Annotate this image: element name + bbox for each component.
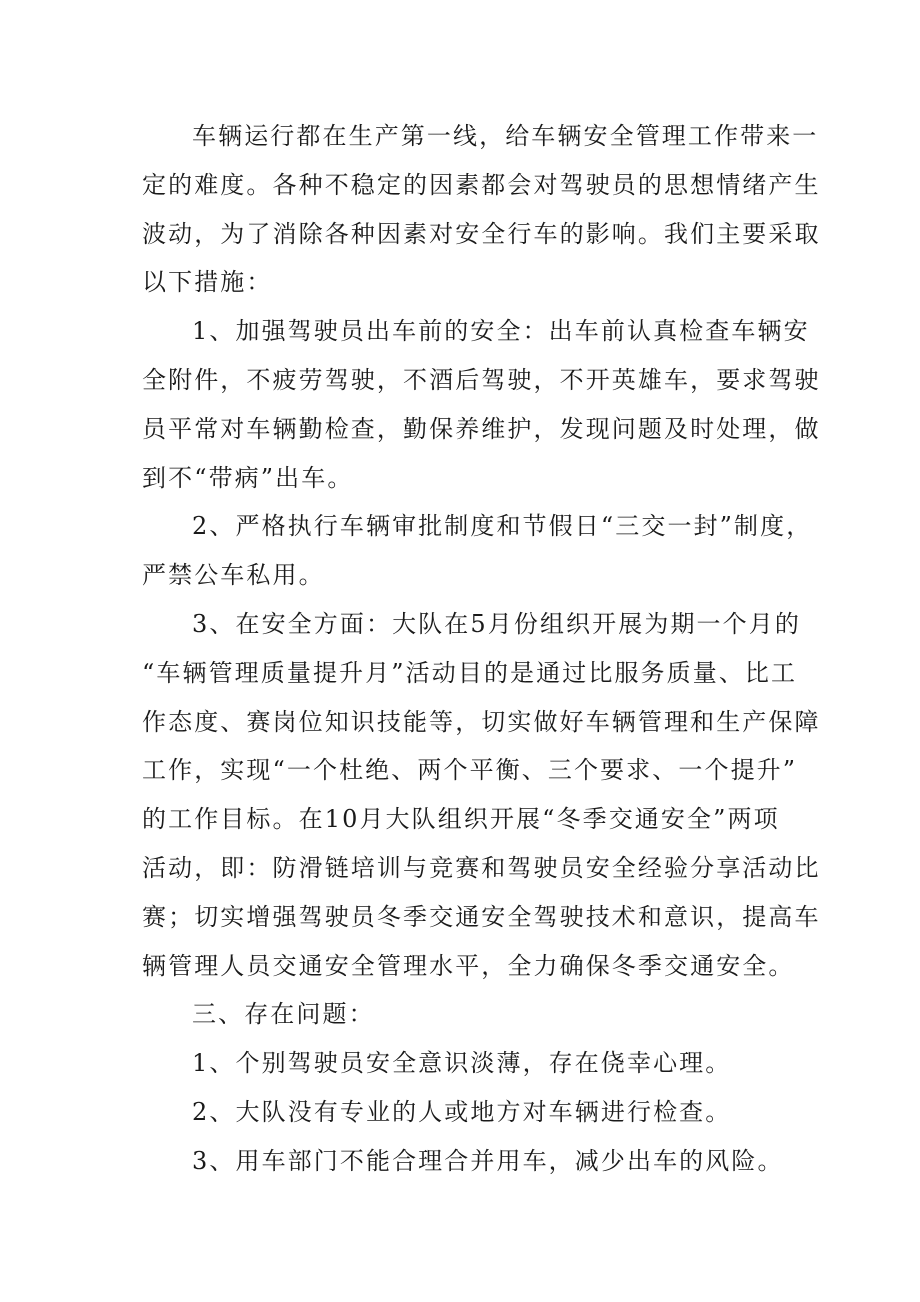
text-line: 的工作目标。在10月大队组织开展“冬季交通安全”两项	[142, 805, 780, 834]
paragraph-problem-2	[142, 1088, 782, 1137]
paragraph-problem-3	[142, 1137, 782, 1186]
text-line: 辆管理人员交通安全管理水平，全力确保冬季交通安全。	[142, 951, 795, 980]
text-line: “车辆管理质量提升月”活动目的是通过比服务质量、比工	[142, 658, 798, 687]
text-line: 活动，即：防滑链培训与竞赛和驾驶员安全经验分享活动比	[142, 853, 821, 882]
text-line: 3、用车部门不能合理合并用车，减少出车的风险。	[192, 1146, 784, 1175]
text-line: 全附件，不疲劳驾驶，不酒后驾驶，不开英雄车，要求驾驶	[142, 365, 821, 394]
text-line: 车辆运行都在生产第一线，给车辆安全管理工作带来一	[192, 122, 819, 150]
paragraph-measure-3	[142, 600, 821, 990]
document-body	[142, 112, 821, 1186]
text-line: 严禁公车私用。	[142, 561, 325, 590]
text-line: 作态度、赛岗位知识技能等，切实做好车辆管理和生产保障	[142, 707, 821, 736]
paragraph-measure-2	[142, 502, 813, 600]
text-line: 1、加强驾驶员出车前的安全：出车前认真检查车辆安	[192, 317, 810, 346]
text-line: 3、在安全方面：大队在5月份组织开展为期一个月的	[192, 609, 801, 638]
text-line: 员平常对车辆勤检查，勤保养维护，发现问题及时处理，做	[142, 414, 821, 443]
text-line: 2、严格执行车辆审批制度和节假日“三交一封”制度，	[192, 512, 813, 541]
text-line: 以下措施：	[142, 268, 273, 297]
section-heading: 三、存在问题：	[192, 1000, 375, 1029]
text-line: 到不“带病”出车。	[142, 463, 354, 492]
paragraph-problem-1	[142, 1039, 782, 1088]
text-line: 赛；切实增强驾驶员冬季交通安全驾驶技术和意识，提高车	[142, 902, 821, 931]
paragraph-intro	[142, 112, 821, 307]
text-line: 2、大队没有专业的人或地方对车辆进行检查。	[192, 1097, 732, 1126]
text-line: 1、个别驾驶员安全意识淡薄，存在侥幸心理。	[192, 1049, 732, 1078]
section-heading-problems	[142, 990, 782, 1039]
text-line: 波动，为了消除各种因素对安全行车的影响。我们主要采取	[142, 219, 821, 248]
text-line: 定的难度。各种不稳定的因素都会对驾驶员的思想情绪产生	[142, 170, 821, 199]
text-line: 工作，实现“一个杜绝、两个平衡、三个要求、一个提升”	[142, 756, 798, 785]
paragraph-measure-1	[142, 307, 821, 502]
